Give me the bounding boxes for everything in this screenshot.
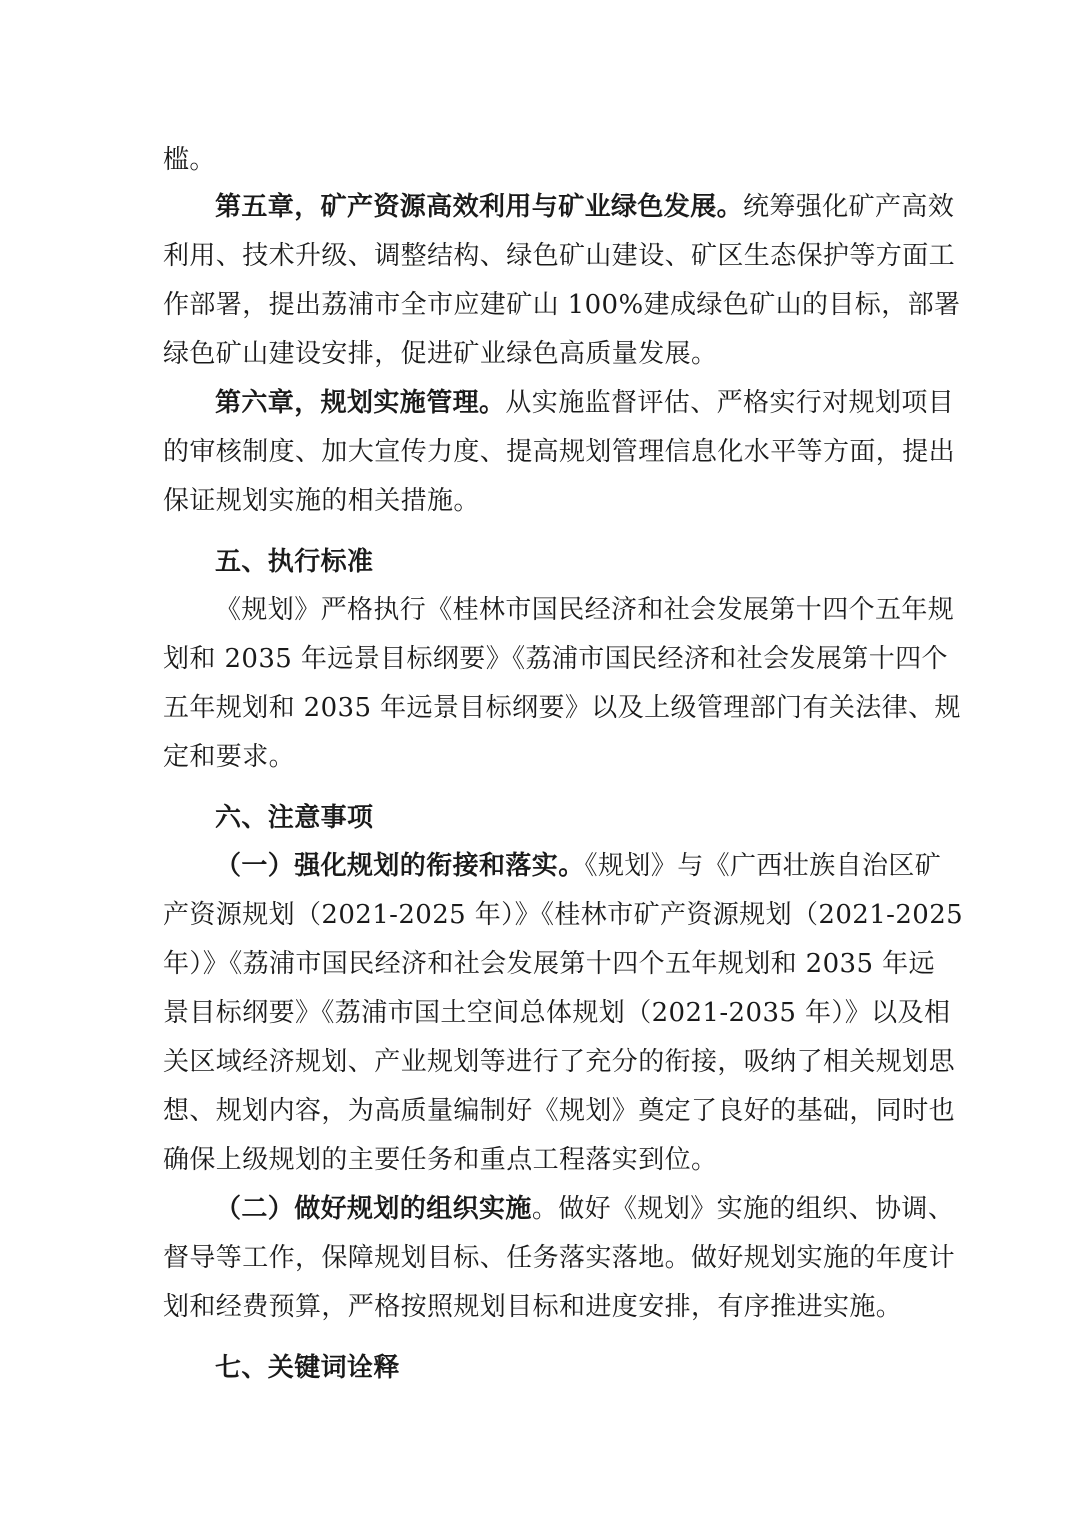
chapter5-line-4: 绿色矿山建设安排，促进矿业绿色高质量发展。 xyxy=(163,339,718,369)
section5-line-1: 《规划》严格执行《桂林市国民经济和社会发展第十四个五年规 xyxy=(215,595,955,625)
item1-line-5: 关区域经济规划、产业规划等进行了充分的衔接，吸纳了相关规划思 xyxy=(163,1047,956,1077)
item2-line-1-rest: 。做好《规划》实施的组织、协调、 xyxy=(531,1194,955,1224)
chapter6-line-2: 的审核制度、加大宣传力度、提高规划管理信息化水平等方面，提出 xyxy=(163,437,956,467)
section7-heading: 七、关键词诠释 xyxy=(215,1353,400,1383)
item1-line-4: 景目标纲要》《荔浦市国土空间总体规划（2021-2035 年）》以及相 xyxy=(163,998,951,1028)
section5-heading: 五、执行标准 xyxy=(215,547,374,577)
chapter6-lead: 第六章，规划实施管理。 xyxy=(215,388,506,418)
item1-line-3: 年）》《荔浦市国民经济和社会发展第十四个五年规划和 2035 年远 xyxy=(163,949,935,979)
chapter6-line-3: 保证规划实施的相关措施。 xyxy=(163,486,480,516)
item1-line-1 xyxy=(215,848,942,884)
item2-line-1 xyxy=(215,1191,955,1227)
section5-line-3: 五年规划和 2035 年远景目标纲要》以及上级管理部门有关法律、规 xyxy=(163,693,961,723)
item2-line-3: 划和经费预算，严格按照规划目标和进度安排，有序推进实施。 xyxy=(163,1292,903,1322)
chapter5-line-2: 利用、技术升级、调整结构、绿色矿山建设、矿区生态保护等方面工 xyxy=(163,241,956,271)
chapter5-line-1-rest: 统筹强化矿产高效 xyxy=(743,192,955,222)
chapter5-line-3: 作部署，提出荔浦市全市应建矿山 100%建成绿色矿山的目标，部署 xyxy=(163,290,961,320)
section6-heading: 六、注意事项 xyxy=(215,803,374,833)
item2-line-2: 督导等工作，保障规划目标、任务落实落地。做好规划实施的年度计 xyxy=(163,1243,956,1273)
chapter6-line-1-rest: 从实施监督评估、严格实行对规划项目 xyxy=(505,388,955,418)
chapter5-lead: 第五章，矿产资源高效利用与矿业绿色发展。 xyxy=(215,192,744,222)
item1-lead: （一）强化规划的衔接和落实。 xyxy=(215,851,585,881)
item2-lead: （二）做好规划的组织实施 xyxy=(215,1194,532,1224)
chapter5-line-1 xyxy=(215,189,955,225)
item1-line-7: 确保上级规划的主要任务和重点工程落实到位。 xyxy=(163,1145,718,1175)
item1-line-6: 想、规划内容，为高质量编制好《规划》奠定了良好的基础，同时也 xyxy=(163,1096,956,1126)
section5-line-2: 划和 2035 年远景目标纲要》《荔浦市国民经济和社会发展第十四个 xyxy=(163,644,948,674)
item1-line-1-rest: 《规划》与《广西壮族自治区矿 xyxy=(584,851,942,881)
chapter6-line-1 xyxy=(215,385,955,421)
item1-line-2: 产资源规划（2021-2025 年）》《桂林市矿产资源规划（2021-2025 xyxy=(163,900,964,930)
continuation-line: 槛。 xyxy=(163,145,216,175)
section5-line-4: 定和要求。 xyxy=(163,742,296,772)
